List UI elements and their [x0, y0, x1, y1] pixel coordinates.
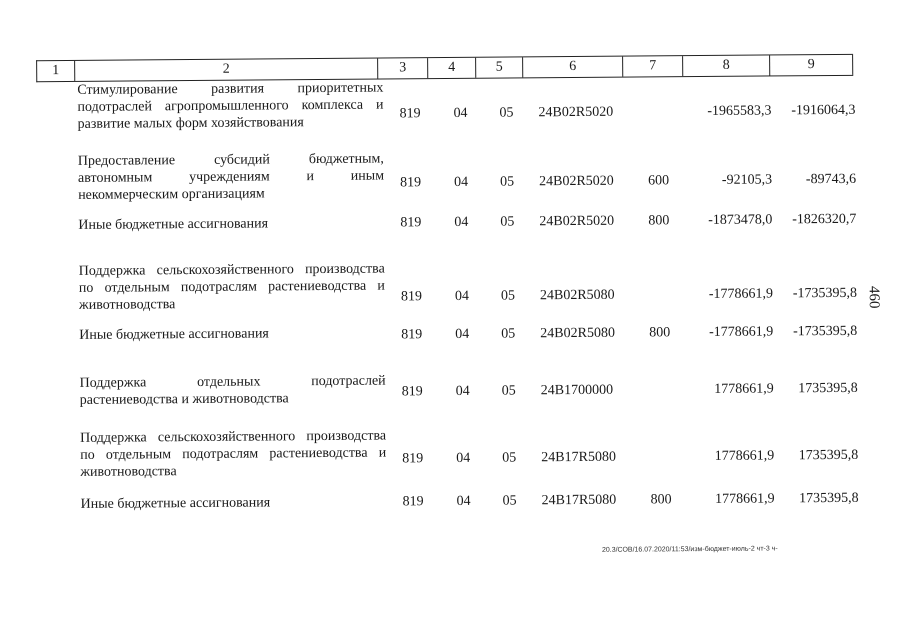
row-cell-c7: 800 [648, 213, 670, 229]
row-cell-c3: 819 [400, 289, 423, 305]
row-cell-c5: 05 [500, 174, 515, 190]
row-cell-c5: 05 [500, 214, 515, 230]
row-description: Иные бюджетные ассигнования [79, 326, 269, 343]
header-col-9: 9 [770, 55, 853, 76]
row-cell-c8: 1778661,9 [714, 448, 775, 464]
header-col-3: 3 [378, 58, 428, 78]
row-cell-c9: 1735395,8 [799, 490, 859, 507]
row-cell-c9: 1735395,8 [798, 447, 859, 464]
row-cell-c7: 800 [649, 325, 671, 341]
row-cell-c9: -89743,6 [805, 171, 857, 188]
header-col-4: 4 [428, 58, 476, 78]
row-cell-c4: 04 [454, 288, 470, 304]
row-cell-c5: 05 [502, 450, 517, 466]
row-cell-c4: 04 [456, 450, 471, 466]
row-cell-c4: 04 [456, 493, 471, 509]
row-cell-c3: 819 [401, 384, 423, 400]
row-cell-c3: 819 [400, 215, 422, 231]
header-col-8: 8 [683, 55, 770, 76]
header-col-5: 5 [476, 57, 523, 77]
row-cell-c3: 819 [402, 451, 424, 467]
row-cell-c8: -1778661,9 [709, 324, 774, 340]
row-description: Поддержка сельскохозяйственного производства по отдельным подотраслям растениеводства и животноводства [80, 428, 387, 480]
row-cell-c4: 04 [454, 214, 469, 230]
row-cell-c4: 04 [455, 383, 470, 399]
row-cell-c6: 24В02R5020 [539, 173, 614, 190]
row-description: Стимулирование развития приоритетных подотраслей агропромышленного комплекса и развитие малых форм хозяйствования [77, 80, 384, 132]
row-cell-c6: 24В02R5080 [540, 325, 616, 342]
row-description: Иные бюджетные ассигнования [80, 495, 271, 512]
row-cell-c6: 24В02R5020 [539, 213, 615, 230]
row-cell-c6: 24В1700000 [540, 382, 614, 399]
header-col-7: 7 [623, 56, 683, 76]
row-cell-c5: 05 [499, 105, 514, 121]
row-cell-c4: 04 [453, 105, 468, 121]
row-cell-c7: 800 [650, 492, 672, 508]
row-description: Предоставление субсидий бюджетным, автономным учреждениям и иным некоммерческим организациям [77, 151, 385, 203]
row-cell-c5: 05 [502, 493, 517, 509]
row-cell-c6: 24В17R5080 [541, 492, 617, 509]
row-cell-c4: 04 [454, 174, 469, 190]
row-description: Поддержка сельскохозяйственного производства по отдельным подотраслям растениеводства и животноводства [78, 261, 385, 313]
row-cell-c3: 819 [402, 494, 424, 510]
row-cell-c5: 05 [500, 288, 516, 304]
row-cell-c6: 24В02R5020 [538, 104, 614, 121]
row-cell-c4: 04 [455, 326, 470, 342]
table-header [36, 54, 853, 82]
row-cell-c9: -1735395,8 [792, 285, 858, 302]
row-cell-c8: -1873478,0 [708, 212, 773, 228]
row-cell-c8: -1965583,3 [707, 103, 772, 119]
row-description: Поддержка отдельных подотраслей растениеводства и животноводства [79, 373, 386, 408]
row-cell-c9: -1916064,3 [791, 102, 856, 119]
row-cell-c3: 819 [401, 327, 423, 343]
header-col-1: 1 [37, 61, 75, 81]
row-cell-c3: 819 [399, 106, 421, 122]
row-cell-c5: 05 [501, 326, 516, 342]
row-cell-c7: 600 [648, 173, 670, 189]
row-description: Иные бюджетные ассигнования [78, 216, 269, 233]
row-cell-c8: -1778661,9 [708, 286, 774, 302]
row-cell-c8: 1778661,9 [714, 381, 774, 397]
row-cell-c9: 1735395,8 [798, 380, 858, 397]
row-cell-c5: 05 [501, 383, 516, 399]
row-cell-c3: 819 [400, 175, 422, 191]
footer-stamp: 20.3/СОВ/16.07.2020/11:53/изм-бюджет-июль-2 чт-3 ч- [601, 545, 778, 554]
row-cell-c6: 24В02R5080 [539, 287, 615, 304]
row-cell-c9: -1826320,7 [792, 211, 857, 228]
row-cell-c8: 1778661,9 [715, 491, 775, 507]
page-number: 460 [865, 285, 882, 309]
row-cell-c6: 24В17R5080 [541, 449, 616, 466]
header-col-2: 2 [75, 59, 378, 81]
row-cell-c8: -92105,3 [721, 172, 773, 188]
header-col-6: 6 [523, 57, 623, 78]
row-cell-c9: -1735395,8 [793, 323, 858, 340]
table-row [0, 0, 902, 132]
